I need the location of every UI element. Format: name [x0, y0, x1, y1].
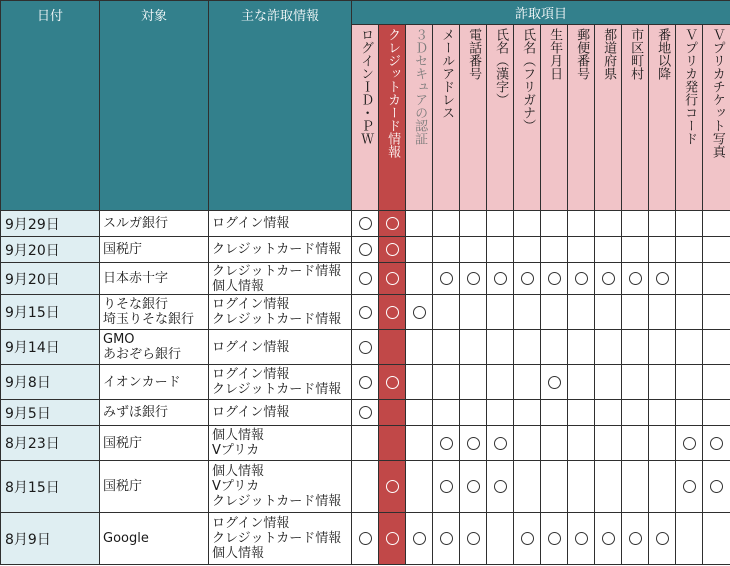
info-cell-line: ログイン情報	[212, 367, 290, 382]
circle-mark-icon	[494, 272, 507, 285]
mark-cell	[676, 365, 703, 400]
circle-mark-icon	[575, 532, 588, 545]
mark-cell	[649, 365, 676, 400]
mark-cell	[676, 461, 703, 513]
item-header-6	[514, 25, 541, 211]
circle-mark-icon	[386, 376, 399, 389]
item-header-label: Ｖプリカチケット写真	[709, 28, 725, 158]
circle-mark-icon	[548, 272, 561, 285]
table-row	[1, 263, 730, 295]
mark-cell	[487, 295, 514, 330]
date-cell: 9月20日	[1, 263, 100, 295]
info-cell-line: Vプリカ	[212, 479, 260, 494]
info-cell	[209, 513, 352, 565]
target-cell	[100, 513, 209, 565]
info-cell	[209, 237, 352, 263]
circle-mark-icon	[467, 480, 480, 493]
info-cell-line: ログイン情報	[212, 516, 290, 531]
mark-cell	[568, 426, 595, 461]
table-row	[1, 295, 730, 330]
mark-cell	[622, 365, 649, 400]
mark-cell	[460, 461, 487, 513]
mark-cell	[676, 400, 703, 426]
mark-cell	[568, 211, 595, 237]
circle-mark-icon	[683, 480, 696, 493]
mark-cell	[514, 330, 541, 365]
mark-cell	[433, 365, 460, 400]
mark-cell	[379, 211, 406, 237]
item-header-label: 番地以降	[655, 28, 671, 80]
mark-cell	[541, 365, 568, 400]
mark-cell	[703, 211, 730, 237]
mark-cell	[568, 330, 595, 365]
mark-cell	[487, 330, 514, 365]
circle-mark-icon	[359, 376, 372, 389]
mark-cell	[514, 295, 541, 330]
circle-mark-icon	[602, 272, 615, 285]
circle-mark-icon	[683, 437, 696, 450]
mark-cell	[622, 461, 649, 513]
item-header-2	[406, 25, 433, 211]
circle-mark-icon	[386, 532, 399, 545]
item-header-9	[595, 25, 622, 211]
mark-cell	[460, 295, 487, 330]
table-row	[1, 237, 730, 263]
mark-cell	[433, 211, 460, 237]
mark-cell	[352, 426, 379, 461]
mark-cell	[406, 295, 433, 330]
mark-cell	[703, 426, 730, 461]
info-cell-line: クレジットカード情報	[212, 382, 342, 397]
mark-cell	[433, 263, 460, 295]
mark-cell	[433, 330, 460, 365]
target-cell	[100, 400, 209, 426]
date-cell: 9月29日	[1, 211, 100, 237]
mark-cell	[676, 513, 703, 565]
circle-mark-icon	[359, 406, 372, 419]
mark-cell	[460, 365, 487, 400]
target-cell	[100, 263, 209, 295]
info-cell-line: クレジットカード情報	[212, 494, 342, 509]
mark-cell	[487, 400, 514, 426]
mark-cell	[352, 211, 379, 237]
mark-cell	[595, 211, 622, 237]
mark-cell	[487, 513, 514, 565]
date-cell: 9月8日	[1, 365, 100, 400]
mark-cell	[595, 426, 622, 461]
table-row	[1, 461, 730, 513]
item-header-label: 生年月日	[547, 28, 563, 80]
circle-mark-icon	[413, 532, 426, 545]
mark-cell	[514, 211, 541, 237]
target-cell-line: スルガ銀行	[103, 216, 169, 231]
circle-mark-icon	[467, 532, 480, 545]
item-header-10	[622, 25, 649, 211]
mark-cell	[541, 461, 568, 513]
header-fraud-items: 詐取項目	[352, 1, 730, 25]
target-cell	[100, 461, 209, 513]
mark-cell	[379, 513, 406, 565]
mark-cell	[622, 211, 649, 237]
mark-cell	[460, 400, 487, 426]
info-cell-line: ログイン情報	[212, 297, 290, 312]
mark-cell	[703, 263, 730, 295]
mark-cell	[568, 263, 595, 295]
info-cell-line: クレジットカード情報	[212, 531, 342, 546]
target-cell-line: Google	[103, 531, 149, 546]
item-header-13	[703, 25, 730, 211]
item-header-7	[541, 25, 568, 211]
mark-cell	[649, 263, 676, 295]
circle-mark-icon	[386, 306, 399, 319]
mark-cell	[703, 365, 730, 400]
mark-cell	[541, 295, 568, 330]
mark-cell	[379, 365, 406, 400]
mark-cell	[649, 211, 676, 237]
mark-cell	[622, 330, 649, 365]
circle-mark-icon	[386, 243, 399, 256]
mark-cell	[460, 426, 487, 461]
mark-cell	[514, 426, 541, 461]
circle-mark-icon	[440, 480, 453, 493]
target-cell	[100, 365, 209, 400]
mark-cell	[514, 365, 541, 400]
table-row	[1, 513, 730, 565]
mark-cell	[676, 211, 703, 237]
mark-cell	[406, 211, 433, 237]
item-header-label: メールアドレス	[439, 28, 455, 119]
mark-cell	[487, 365, 514, 400]
mark-cell	[487, 211, 514, 237]
info-cell-line: 個人情報	[212, 278, 265, 294]
info-cell-line: Vプリカ	[212, 443, 260, 458]
mark-cell	[514, 400, 541, 426]
mark-cell	[568, 365, 595, 400]
circle-mark-icon	[710, 437, 723, 450]
date-cell: 8月9日	[1, 513, 100, 565]
mark-cell	[541, 237, 568, 263]
mark-cell	[649, 513, 676, 565]
item-header-5	[487, 25, 514, 211]
item-header-label: 市区町村	[628, 28, 644, 80]
item-header-label: Ｖプリカ発行コード	[682, 28, 698, 145]
mark-cell	[703, 513, 730, 565]
info-cell	[209, 400, 352, 426]
mark-cell	[406, 263, 433, 295]
mark-cell	[595, 461, 622, 513]
info-cell-line: 個人情報	[212, 464, 265, 479]
info-cell	[209, 426, 352, 461]
target-cell	[100, 211, 209, 237]
mark-cell	[622, 237, 649, 263]
date-cell: 9月14日	[1, 330, 100, 365]
mark-cell	[352, 365, 379, 400]
table-row	[1, 426, 730, 461]
mark-cell	[595, 513, 622, 565]
info-cell	[209, 330, 352, 365]
mark-cell	[460, 263, 487, 295]
mark-cell	[622, 426, 649, 461]
mark-cell	[406, 513, 433, 565]
mark-cell	[487, 426, 514, 461]
mark-cell	[676, 295, 703, 330]
target-cell	[100, 426, 209, 461]
table-row	[1, 211, 730, 237]
circle-mark-icon	[440, 532, 453, 545]
mark-cell	[676, 330, 703, 365]
mark-cell	[379, 426, 406, 461]
mark-cell	[541, 211, 568, 237]
circle-mark-icon	[440, 437, 453, 450]
mark-cell	[541, 513, 568, 565]
item-header-label: ログインＩＤ・ＰＷ	[358, 28, 374, 145]
date-cell: 9月20日	[1, 237, 100, 263]
info-cell-line: クレジットカード情報	[212, 242, 342, 257]
circle-mark-icon	[413, 306, 426, 319]
circle-mark-icon	[629, 532, 642, 545]
mark-cell	[595, 330, 622, 365]
mark-cell	[514, 513, 541, 565]
mark-cell	[649, 330, 676, 365]
item-header-label: 郵便番号	[574, 28, 590, 80]
header-info: 主な詐取情報	[209, 1, 352, 211]
mark-cell	[541, 330, 568, 365]
mark-cell	[649, 426, 676, 461]
date-cell: 9月15日	[1, 295, 100, 330]
mark-cell	[676, 426, 703, 461]
circle-mark-icon	[467, 437, 480, 450]
target-cell-line: みずほ銀行	[103, 405, 169, 420]
mark-cell	[703, 295, 730, 330]
mark-cell	[514, 237, 541, 263]
info-cell-line: 個人情報	[212, 546, 265, 561]
mark-cell	[379, 400, 406, 426]
table-body	[1, 211, 730, 565]
mark-cell	[595, 400, 622, 426]
mark-cell	[622, 295, 649, 330]
circle-mark-icon	[656, 532, 669, 545]
mark-cell	[568, 237, 595, 263]
mark-cell	[541, 400, 568, 426]
info-cell-line: クレジットカード情報	[212, 263, 342, 279]
target-cell-line: 国税庁	[103, 242, 143, 257]
mark-cell	[568, 513, 595, 565]
mark-cell	[406, 461, 433, 513]
mark-cell	[379, 237, 406, 263]
mark-cell	[595, 365, 622, 400]
target-cell-line: 日本赤十字	[103, 271, 169, 286]
mark-cell	[379, 263, 406, 295]
target-cell-line: りそな銀行	[103, 297, 169, 312]
circle-mark-icon	[629, 272, 642, 285]
mark-cell	[622, 513, 649, 565]
mark-cell	[460, 513, 487, 565]
mark-cell	[568, 461, 595, 513]
mark-cell	[406, 365, 433, 400]
circle-mark-icon	[359, 243, 372, 256]
mark-cell	[541, 263, 568, 295]
date-cell: 8月15日	[1, 461, 100, 513]
circle-mark-icon	[521, 532, 534, 545]
mark-cell	[379, 330, 406, 365]
mark-cell	[352, 400, 379, 426]
mark-cell	[622, 400, 649, 426]
info-cell	[209, 263, 352, 295]
mark-cell	[379, 461, 406, 513]
item-header-label: 氏名（フリガナ）	[520, 28, 536, 132]
target-cell-line: イオンカード	[103, 374, 181, 390]
date-cell: 9月5日	[1, 400, 100, 426]
target-cell-line: 埼玉りそな銀行	[103, 312, 195, 327]
circle-mark-icon	[440, 272, 453, 285]
item-header-11	[649, 25, 676, 211]
mark-cell	[649, 461, 676, 513]
mark-cell	[568, 295, 595, 330]
circle-mark-icon	[359, 341, 372, 354]
mark-cell	[568, 400, 595, 426]
mark-cell	[433, 237, 460, 263]
mark-cell	[433, 513, 460, 565]
item-header-3	[433, 25, 460, 211]
circle-mark-icon	[575, 272, 588, 285]
item-header-label: 都道府県	[601, 28, 617, 80]
mark-cell	[352, 237, 379, 263]
mark-cell	[352, 295, 379, 330]
mark-cell	[649, 400, 676, 426]
mark-cell	[595, 237, 622, 263]
circle-mark-icon	[548, 532, 561, 545]
circle-mark-icon	[386, 480, 399, 493]
mark-cell	[406, 400, 433, 426]
mark-cell	[406, 330, 433, 365]
mark-cell	[352, 513, 379, 565]
circle-mark-icon	[494, 437, 507, 450]
info-cell	[209, 461, 352, 513]
target-cell	[100, 295, 209, 330]
info-cell-line: 個人情報	[212, 428, 265, 443]
info-cell	[209, 295, 352, 330]
mark-cell	[676, 237, 703, 263]
circle-mark-icon	[521, 272, 534, 285]
circle-mark-icon	[359, 306, 372, 319]
item-header-12	[676, 25, 703, 211]
mark-cell	[649, 237, 676, 263]
mark-cell	[379, 295, 406, 330]
mark-cell	[541, 426, 568, 461]
mark-cell	[514, 263, 541, 295]
mark-cell	[487, 461, 514, 513]
info-cell	[209, 365, 352, 400]
target-cell	[100, 237, 209, 263]
target-cell	[100, 330, 209, 365]
circle-mark-icon	[494, 480, 507, 493]
circle-mark-icon	[656, 272, 669, 285]
mark-cell	[352, 461, 379, 513]
item-header-label: 氏名（漢字）	[493, 28, 509, 106]
mark-cell	[703, 237, 730, 263]
header-date: 日付	[1, 1, 100, 211]
mark-cell	[433, 295, 460, 330]
item-header-1	[379, 25, 406, 211]
mark-cell	[487, 237, 514, 263]
circle-mark-icon	[386, 217, 399, 230]
item-header-label: 電話番号	[466, 28, 482, 80]
circle-mark-icon	[359, 532, 372, 545]
info-cell-line: ログイン情報	[212, 339, 290, 355]
circle-mark-icon	[710, 480, 723, 493]
mark-cell	[352, 263, 379, 295]
target-cell-line: 国税庁	[103, 435, 143, 451]
circle-mark-icon	[548, 376, 561, 389]
mark-cell	[433, 400, 460, 426]
mark-cell	[460, 330, 487, 365]
table-row	[1, 365, 730, 400]
mark-cell	[595, 263, 622, 295]
target-cell-line: あおぞら銀行	[103, 347, 182, 362]
mark-cell	[649, 295, 676, 330]
mark-cell	[433, 461, 460, 513]
date-cell: 8月23日	[1, 426, 100, 461]
mark-cell	[595, 295, 622, 330]
mark-cell	[622, 263, 649, 295]
circle-mark-icon	[359, 217, 372, 230]
mark-cell	[703, 330, 730, 365]
mark-cell	[514, 461, 541, 513]
item-header-0	[352, 25, 379, 211]
circle-mark-icon	[386, 272, 399, 285]
item-header-4	[460, 25, 487, 211]
circle-mark-icon	[359, 272, 372, 285]
mark-cell	[487, 263, 514, 295]
mark-cell	[406, 426, 433, 461]
mark-cell	[703, 461, 730, 513]
target-cell-line: GMO	[103, 332, 135, 347]
table-row	[1, 400, 730, 426]
mark-cell	[352, 330, 379, 365]
mark-cell	[433, 426, 460, 461]
mark-cell	[460, 211, 487, 237]
info-cell-line: クレジットカード情報	[212, 312, 342, 327]
mark-cell	[460, 237, 487, 263]
mark-cell	[676, 263, 703, 295]
info-cell-line: ログイン情報	[212, 216, 290, 231]
mark-cell	[406, 237, 433, 263]
info-cell-line: ログイン情報	[212, 405, 290, 420]
header-target: 対象	[100, 1, 209, 211]
mark-cell	[703, 400, 730, 426]
circle-mark-icon	[467, 272, 480, 285]
table-row	[1, 330, 730, 365]
target-cell-line: 国税庁	[103, 479, 143, 494]
item-header-8	[568, 25, 595, 211]
item-header-label: ３Ｄセキュアの認証	[412, 28, 428, 145]
info-cell	[209, 211, 352, 237]
circle-mark-icon	[602, 532, 615, 545]
item-header-label: クレジットカード情報	[385, 28, 401, 158]
